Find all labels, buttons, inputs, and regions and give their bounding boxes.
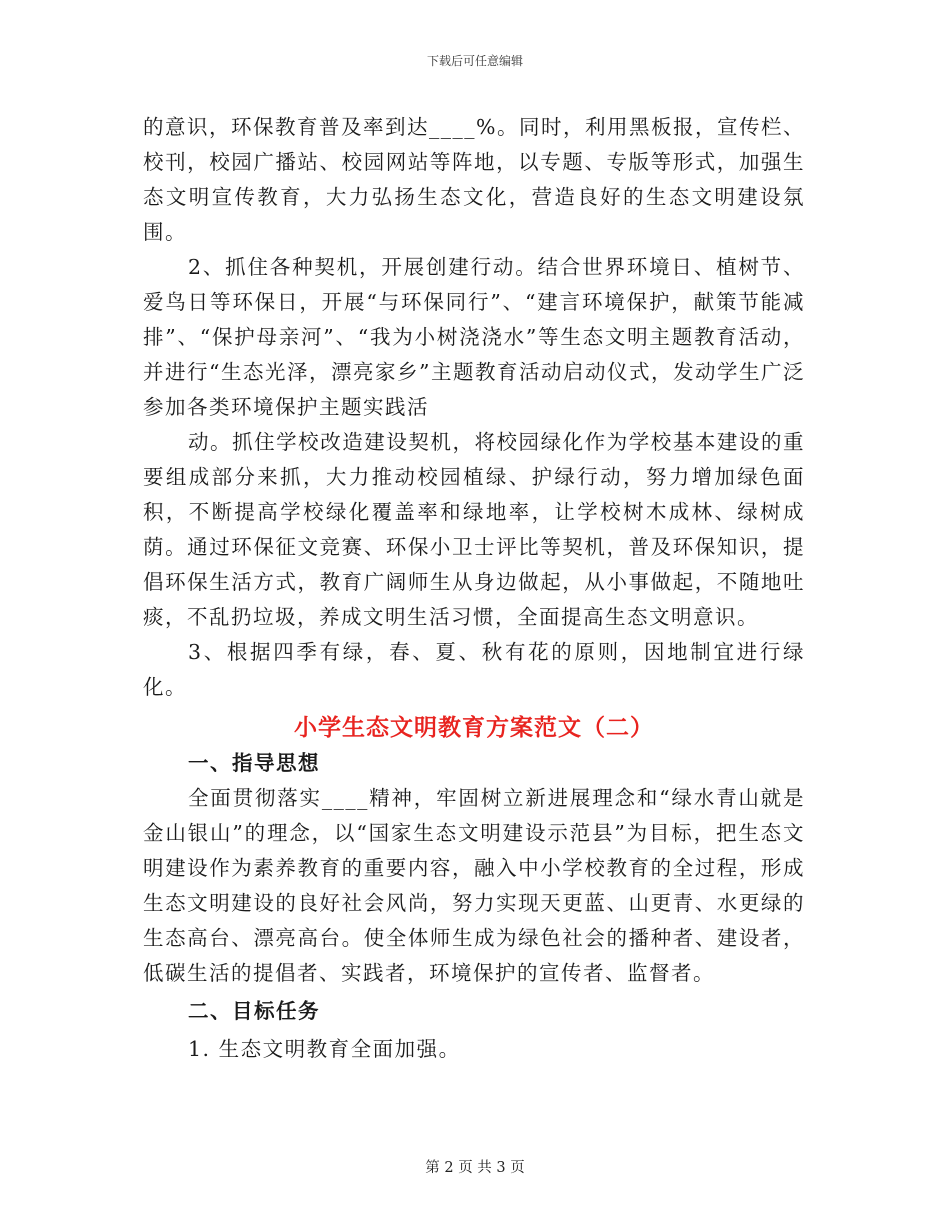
heading-goals-tasks: 二、目标任务 <box>188 999 320 1023</box>
section-title: 小学生态文明教育方案范文（二） <box>294 714 654 741</box>
heading-guiding-ideology: 一、指导思想 <box>188 751 320 775</box>
paragraph-four-seasons: 3、根据四季有绿，春、夏、秋有花的原则，因地制宜进行绿化。 <box>143 640 805 699</box>
paragraph-guiding-ideology: 全面贯彻落实____精神，牢固树立新进展理念和“绿水青山就是金山银山”的理念，以“国家生态文明建设示范县”为目标，把生态文明建设作为素养教育的重要内容，融入中小学校教育的全过程，形成生态文明建设的良好社会风尚，努力实现天更蓝、山更青、水更绿的生态高台、漂亮高台。使全体师生成为绿色社会的播种者、建设者，低碳生活的提倡者、实践者，环境保护的宣传者、监督者。 <box>143 786 805 985</box>
document-body <box>143 110 805 1067</box>
page-number: 第 2 页 共 3 页 <box>425 1160 525 1176</box>
paragraph-environment-awareness: 的意识，环保教育普及率到达____%。同时，利用黑板报，宣传栏、校刊，校园广播站、校园网站等阵地，以专题、专版等形式，加强生态文明宣传教育，大力弘扬生态文化，营造良好的生态文明建设氛围。 <box>143 115 805 244</box>
page-header: 下载后可任意编辑 <box>426 54 523 68</box>
list-item-goal-1: 1. 生态文明教育全面加强。 <box>188 1037 461 1061</box>
paragraph-seize-opportunities: 2、抓住各种契机，开展创建行动。结合世界环境日、植树节、爱鸟日等环保日，开展“与环保同行”、“建言环境保护，献策节能减排”、“保护母亲河”、“我为小树浇浇水”等生态文明主题教育活动，并进行“生态光泽，漂亮家乡”主题教育活动启动仪式，发动学生广泛参加各类环境保护主题实践活 <box>143 255 805 419</box>
paragraph-campus-greening: 动。抓住学校改造建设契机，将校园绿化作为学校基本建设的重要组成部分来抓，大力推动校园植绿、护绿行动，努力增加绿色面积，不断提高学校绿化覆盖率和绿地率，让学校树木成林、绿树成荫。通过环保征文竞赛、环保小卫士评比等契机，普及环保知识，提倡环保生活方式，教育广阔师生从身边做起，从小事做起，不随地吐痰，不乱扔垃圾，养成文明生活习惯，全面提高生态文明意识。 <box>143 430 805 629</box>
